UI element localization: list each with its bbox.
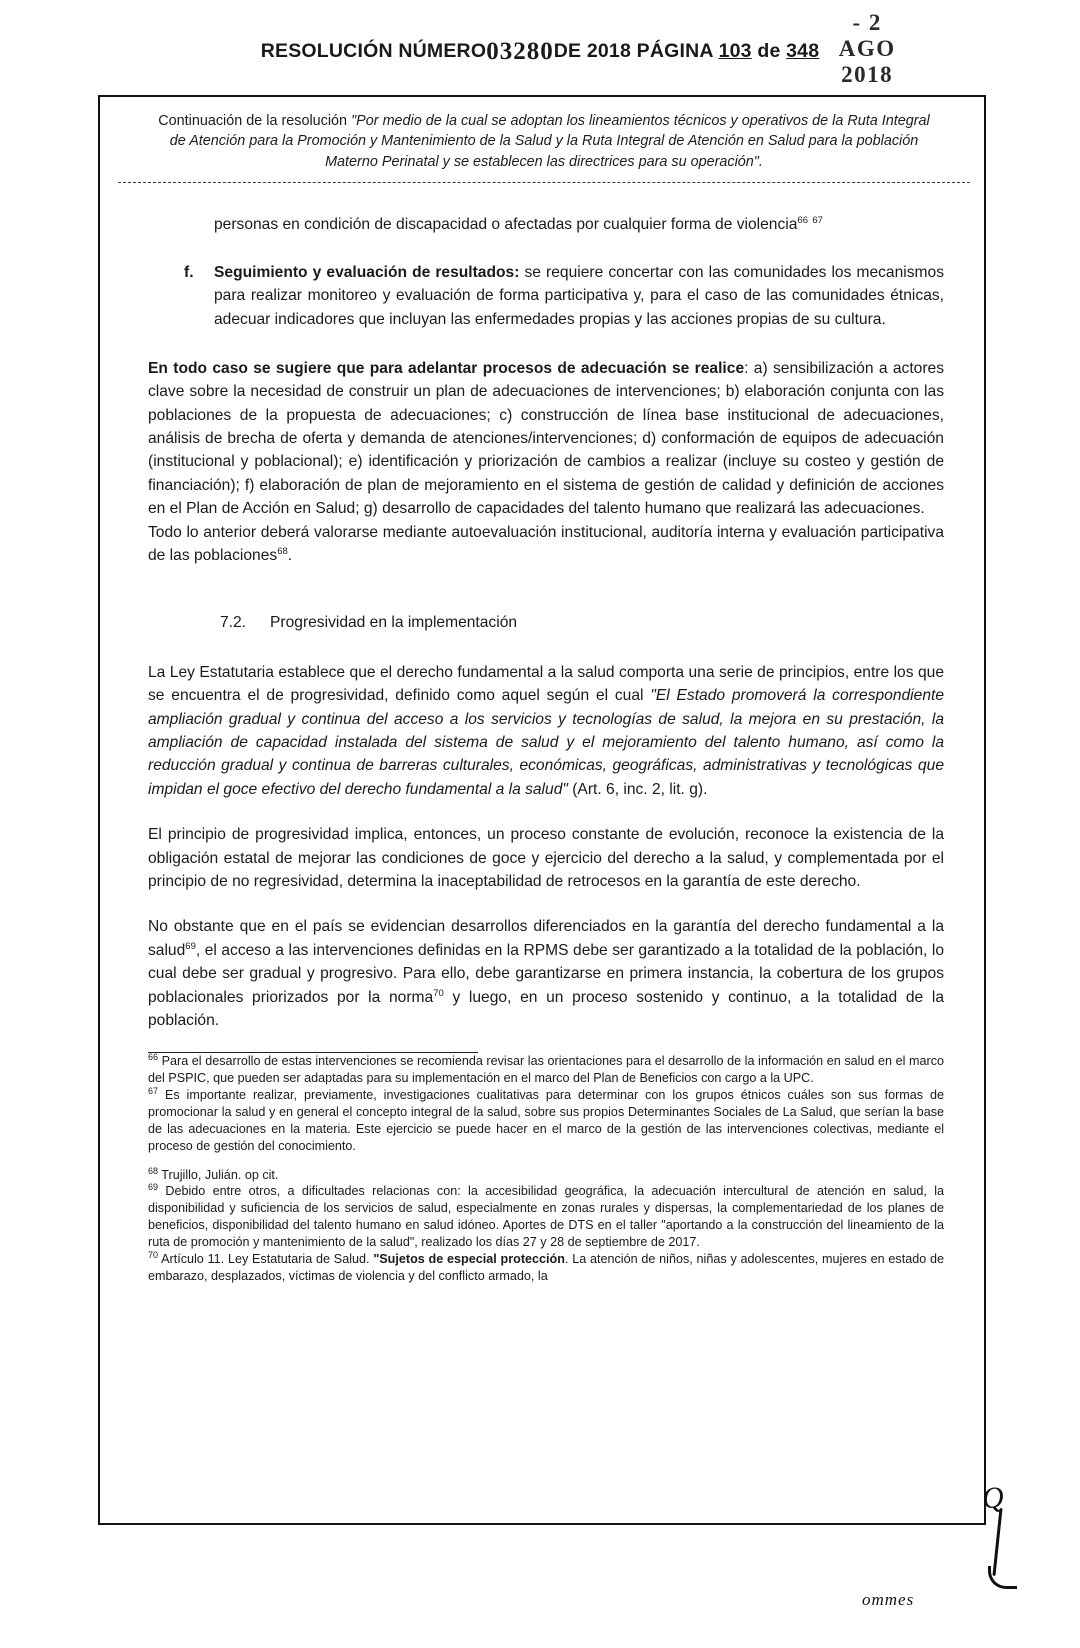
footnote-gap [148, 1155, 944, 1167]
paragraph-ley-end: (Art. 6, inc. 2, lit. g). [567, 780, 708, 798]
footnote-ref-68: 68 [277, 545, 288, 557]
date-stamp: - 2 AGO 2018 [838, 10, 896, 87]
paragraph-ley-quote: "El Estado promoverá la correspondiente ampliación gradual y continua del acceso a los servicios y tecnologías de salud, la mejora en su prestación, la ampliación de capacidad instalada del sistema de salud y el mejoramiento del talento humano, así como la reducción gradual y continua de barreras culturales, económicas, geográficas, administrativas y tecnológicas que impidan el goce efectivo del derecho fundamental a la salud" [148, 687, 944, 798]
footnote-70-marker: 70 [148, 1249, 159, 1260]
list-marker-f: f. [184, 263, 194, 281]
resolution-label: RESOLUCIÓN NÚMERO [260, 40, 487, 62]
paragraph-no-obstante [148, 915, 944, 1032]
de-label: DE 2018 PÁGINA [553, 40, 713, 62]
footnote-ref-69: 69 [185, 940, 196, 952]
list-item-f-text: se requiere concertar con las comunidades los mecanismos para realizar monitoreo y evaluación de forma participativa y, para el caso de las comunidades étnicas, adecuar indicadores que incluyan las enfermedades propias y las acciones propias de su cultura. [214, 263, 944, 328]
paragraph-todo-text: Todo lo anterior deberá valorarse mediante autoevaluación institucional, auditoría interna y evaluación participativa de las poblaciones [148, 523, 944, 565]
section-title: Progresividad en la implementación [270, 614, 518, 632]
paragraph-ley-estatutaria [148, 661, 944, 801]
footnote-66 [148, 1053, 944, 1087]
paragraph-principio-progresividad: El principio de progresividad implica, entonces, un proceso constante de evolución, reconoce la existencia de la obligación estatal de mejorar las condiciones de goce y ejercicio del derecho a la salud, y complementada por el principio de no regresividad, determina la inaceptabilidad de retrocesos en la garantía de este derecho. [148, 826, 944, 890]
paragraph-no-obstante-p2: , el acceso a las intervenciones definidas en la RPMS debe ser garantizado a la totalidad de la población, lo cual debe ser gradual y progresivo. Para ello, debe garantizarse en primera instancia, la cobertura de los grupos poblacionales priorizados por la norma [148, 941, 944, 1006]
footnote-68-marker: 68 [148, 1165, 159, 1176]
signature-initials: Q [980, 1480, 1006, 1516]
paragraph-todo-lo-anterior: Todo lo anterior deberá valorarse mediante autoevaluación institucional, auditoría interna y evaluación participativa de las poblaciones$^{68}$. [148, 523, 944, 565]
page-of-label: de [757, 40, 781, 62]
footnote-67-marker: 67 [148, 1085, 159, 1096]
footnote-70-text-1: Artículo 11. Ley Estatutaria de Salud. [161, 1251, 374, 1266]
footnote-66-marker: 66 [148, 1052, 159, 1063]
footnotes-section [100, 1053, 988, 1284]
footnote-70-bold: "Sujetos de especial protección [373, 1251, 565, 1266]
footnote-ref-70: 70 [433, 987, 444, 999]
paragraph-adecuacion-rest: : a) sensibilización a actores clave sobre la necesidad de construir un plan de adecuaciones de intervenciones; b) elaboración conjunta con las poblaciones de la propuesta de adecuaciones; c) construcción de línea base institucional de adecuaciones, análisis de brecha de oferta y demanda de atenciones/intervenciones; d) conformación de equipos de adecuación (institucional y poblacional); e) identificación y priorización de cambios a realizar (incluye su costeo y gestión de financiación); f) elaboración de plan de mejoramiento en el sistema de gestión de calidad y definición de acciones en el Plan de Acción en Salud; g) desarrollo de capacidades del talento humano que realizará las adecuaciones. [148, 359, 944, 518]
header-text [261, 36, 820, 64]
footnote-67-text: Es importante realizar, previamente, investigaciones cualitativas para determinar con los grupos étnicos cuáles son sus formas de promocionar la salud y en general el concepto integral de la salud, sobre sus propios Determinantes Sociales de La Salud, que serían la base de las adecuaciones en la materia. Este ejercicio se puede hacer en el marco de la gestión de las intervenciones colectivas, mediante el proceso de gestión del conocimiento. [148, 1088, 944, 1153]
footnote-69 [148, 1183, 944, 1251]
paragraph-adecuacion-lead: En todo caso se sugiere que para adelantar procesos de adecuación se realice [148, 359, 745, 377]
continuation-prefix: Continuación de la resolución [158, 113, 348, 129]
paragraph-personas-text: personas en condición de discapacidad o afectadas por cualquier forma de violencia [214, 216, 798, 234]
footnote-ref-67: 67 [812, 215, 823, 227]
footnote-ref-66: 66 [797, 215, 808, 227]
signature-name: ommes [862, 1590, 915, 1609]
page-header [0, 10, 1080, 87]
paragraph-no-obstante-p1: No obstante que en el país se evidencian desarrollos diferenciados en la garantía del derecho fundamental a la salud [148, 918, 944, 959]
footnote-69-text: Debido entre otros, a dificultades relacionas con: la accesibilidad geográfica, la adecuación intercultural de atención en salud, la disponibilidad y suficiencia de los servicios de salud, especialmente en zonas rurales y dispersas, la complementariedad de los planes de beneficios, disponibilidad del talento humano en salud idóneo. Aportes de DTS en el taller "aportando a la construcción del lineamiento de la ruta de promoción y mantenimiento de la salud", realizado los días 27 y 28 de septiembre de 2017. [148, 1184, 945, 1250]
paragraph-no-obstante-p3: y luego, en un proceso sostenido y continuo, a la totalidad de la población. [148, 988, 945, 1029]
section-heading-7-2 [148, 611, 944, 634]
continuation-note [100, 97, 988, 172]
list-item-f-title: Seguimiento y evaluación de resultados: [214, 263, 520, 281]
footnote-68 [148, 1167, 944, 1184]
page-number: 103 [718, 40, 752, 62]
document-frame [98, 95, 986, 1525]
handwritten-signature [862, 1478, 1072, 1628]
footnote-68-text: Trujillo, Julián. op cit. [161, 1167, 279, 1182]
body-text [100, 213, 988, 1053]
paragraph-adecuacion [148, 357, 944, 521]
list-item-f [148, 261, 944, 331]
section-number: 7.2. [220, 614, 247, 632]
resolution-number-stamp: 03280 [486, 38, 554, 65]
footnote-67 [148, 1087, 944, 1155]
footnote-66-text: Para el desarrollo de estas intervenciones se recomienda revisar las orientaciones para el desarrollo de la información en salud en el marco del PSPIC, que pueden ser adaptadas para su implementación en el marco del Plan de Beneficios con cargo a la UPC. [148, 1054, 945, 1086]
paragraph-ley-intro: La Ley Estatutaria establece que el derecho fundamental a la salud comporta una serie de principios, entre los que se encuentra el de progresividad, definido como aquel según el cual [148, 663, 944, 705]
footnote-70-text-2: . La atención de niños, niñas y adolescentes, mujeres en estado de embarazo, desplazados, víctimas de violencia y del conflicto armado, la [148, 1251, 944, 1283]
footnote-69-marker: 69 [148, 1182, 159, 1193]
signature-hook [988, 1566, 1017, 1589]
page-total: 348 [786, 40, 820, 62]
footnote-70 [148, 1251, 944, 1285]
continuation-quote: "Por medio de la cual se adoptan los lineamientos técnicos y operativos de la Ruta Integral de Atención para la Promoción y Mantenimiento de la Salud y la Ruta Integral de Atención en Salud para la población Materno Perinatal y se establecen las directrices para su operación". [169, 113, 930, 170]
dashed-divider [118, 182, 970, 183]
paragraph-personas [148, 213, 944, 236]
document-content [100, 97, 988, 1285]
